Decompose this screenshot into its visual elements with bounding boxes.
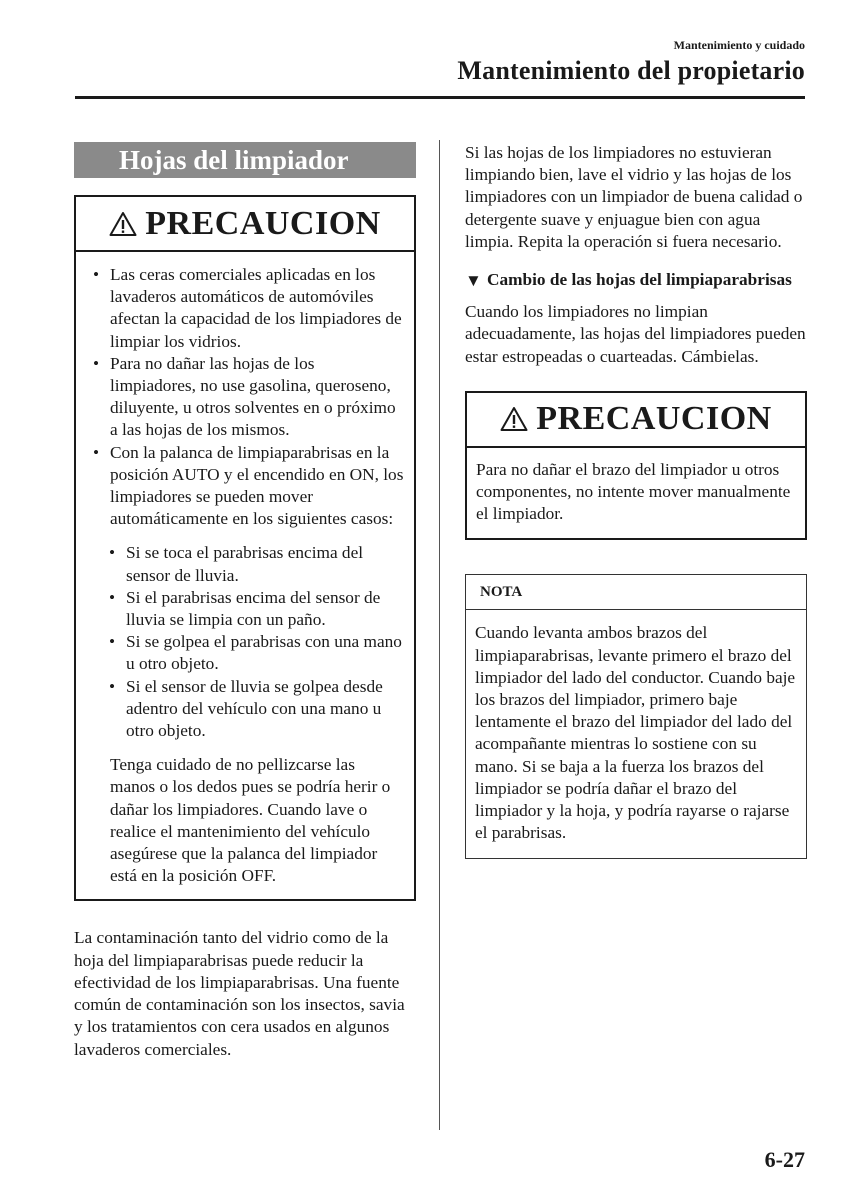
caution-bullet-list xyxy=(88,264,404,530)
caution-title: PRECAUCION xyxy=(536,400,772,438)
list-item xyxy=(88,442,404,531)
caution-title: PRECAUCION xyxy=(145,204,381,242)
right-column xyxy=(465,142,807,859)
bullet-mark: • xyxy=(93,353,100,373)
list-item-text: Las ceras comerciales aplicadas en los lavaderos automáticos de automóviles afectan la capacidad de los limpiadores de limpiar los vidrios. xyxy=(110,265,402,351)
list-item-text: Si se golpea el parabrisas con una mano u otro objeto. xyxy=(126,632,402,674)
subheading-text: Cambio de las hojas del limpiaparabrisas xyxy=(487,270,792,290)
header-rule xyxy=(75,96,805,99)
page-title: Mantenimiento del propietario xyxy=(457,56,805,85)
list-item xyxy=(104,676,404,743)
warning-triangle-icon xyxy=(109,211,137,237)
column-divider xyxy=(439,140,440,1130)
bullet-mark: • xyxy=(93,442,100,462)
intro-paragraph: Si las hojas de los limpiadores no estuvieran limpiando bien, lave el vidrio y las hojas de los limpiadores con un limpiador de buena calidad o detergente suave y enjuague bien con agua limpia. Repita la operación si fuera necesario. xyxy=(465,143,803,251)
subheading-paragraph: Cuando los limpiadores no limpian adecuadamente, las hojas del limpiadores pueden estar estropeadas o cuarteadas. Cámbielas. xyxy=(465,302,806,366)
caution-body: Para no dañar el brazo del limpiador u otros componentes, no intente mover manualmente el limpiador. xyxy=(476,459,791,524)
caution-body xyxy=(76,252,414,899)
list-item xyxy=(88,353,404,442)
nota-header: NOTA xyxy=(466,575,806,610)
body-paragraph: La contaminación tanto del vidrio como de la hoja del limpiaparabrisas puede reducir la efectividad de los limpiaparabrisas. Una fuente común de contaminación son los insectos, savia y los tratamientos con cera usados en algunos lavaderos comerciales. xyxy=(74,928,405,1059)
list-item-text: Con la palanca de limpiaparabrisas en la posición AUTO y el encendido en ON, los limpiadores se pueden mover automáticamente en los siguientes casos: xyxy=(110,442,404,529)
section-banner: Hojas del limpiador xyxy=(74,142,416,178)
triangle-marker-icon: ▼ xyxy=(465,271,482,291)
bullet-mark: • xyxy=(109,632,116,652)
list-item-text: Si el parabrisas encima del sensor de lluvia se limpia con un paño. xyxy=(126,587,381,630)
caution-box xyxy=(74,195,416,901)
bullet-mark: • xyxy=(93,265,100,284)
caution-sub-bullet-list xyxy=(104,542,404,742)
list-item xyxy=(104,631,404,675)
nota-box xyxy=(465,574,807,859)
list-item xyxy=(88,264,404,353)
bullet-mark: • xyxy=(109,587,116,607)
list-item-text: Si se toca el parabrisas encima del sensor de lluvia. xyxy=(126,543,364,585)
nota-body: Cuando levanta ambos brazos del limpiaparabrisas, levante primero el brazo del limpiador del lado del conductor. Cuando baje los brazos del limpiador, primero baje lentamente el brazo del limpiador del lado del acompañante mientras lo sostiene con su mano. Si se baja a la fuerza los brazos del limpiador se podría dañar el brazo del limpiador y la hoja, y podría rayarse o rajarse el parabrisas. xyxy=(475,623,796,843)
caution-box-right xyxy=(465,391,807,541)
list-item xyxy=(104,587,404,631)
warning-triangle-icon xyxy=(500,406,528,432)
bullet-mark: • xyxy=(109,676,116,696)
caution-note: Tenga cuidado de no pellizcarse las manos o los dedos pues se podría herir o dañar los limpiadores. Cuando lave o realice el mantenimiento del vehículo asegúrese que la palanca del limpiador está en la posición OFF. xyxy=(110,755,391,886)
page-number: 6-27 xyxy=(764,1147,805,1172)
left-column xyxy=(74,142,416,1061)
list-item xyxy=(104,542,404,586)
caution-header xyxy=(467,393,805,448)
header-section-label: Mantenimiento y cuidado xyxy=(673,38,805,52)
subheading xyxy=(465,269,807,291)
list-item-text: Para no dañar las hojas de los limpiadores, no use gasolina, queroseno, diluyente, u otros solventes en o próximo a las hojas de los mismos. xyxy=(110,353,396,440)
caution-header xyxy=(76,197,414,252)
list-item-text: Si el sensor de lluvia se golpea desde adentro del vehículo con una mano u otro objeto. xyxy=(126,676,383,741)
bullet-mark: • xyxy=(109,543,116,563)
